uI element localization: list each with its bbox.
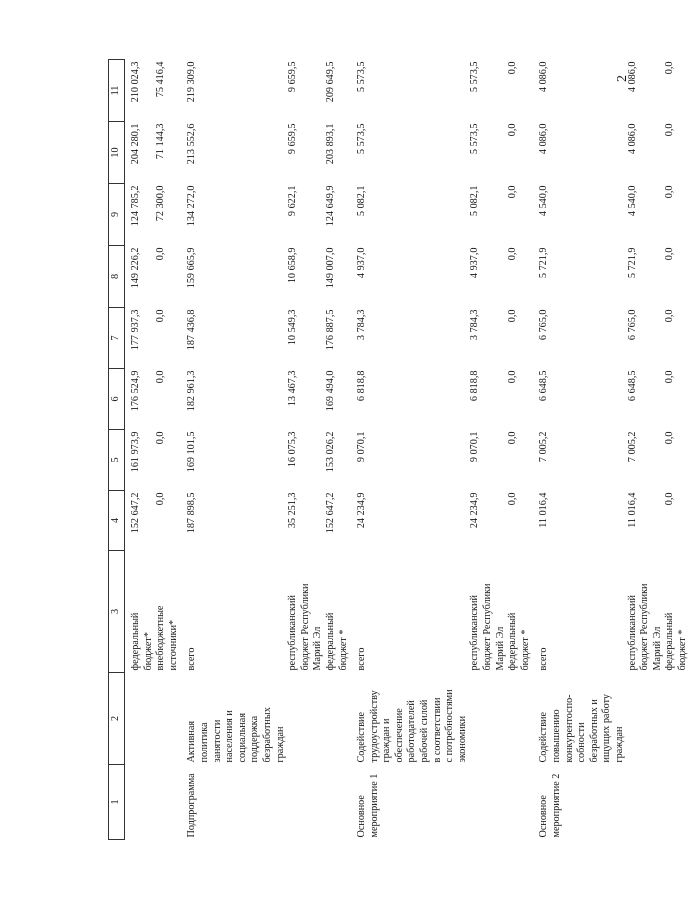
value-cell: 203 893,1 — [324, 123, 336, 165]
value-cell: 149 226,2 — [130, 247, 141, 289]
value-cell: 5 082,1 — [356, 185, 368, 217]
program-description-cell — [180, 673, 287, 765]
value-cell: 0,0 — [155, 309, 167, 323]
value-cell: 0,0 — [507, 309, 519, 323]
table-row — [664, 60, 689, 840]
value-cell: 7 005,2 — [626, 431, 638, 463]
program-description-cell — [532, 673, 626, 765]
value-cell: 152 647,2 — [324, 492, 336, 534]
program-name-cell — [325, 765, 350, 840]
value-cell: 169 101,5 — [186, 431, 198, 473]
program-name-cell — [180, 765, 287, 840]
funding-source-cell-text: федеральный бюджет* — [130, 612, 154, 671]
program-description-cell — [627, 673, 665, 765]
value-cell: 0,0 — [664, 431, 676, 445]
table-row — [325, 60, 350, 840]
value-cell: 124 649,9 — [324, 185, 336, 227]
value-cell: 0,0 — [664, 492, 676, 506]
value-cell: 187 436,8 — [186, 309, 198, 351]
header-cell: 8 — [109, 246, 125, 308]
program-description-cell — [507, 673, 532, 765]
value-cell: 177 937,3 — [130, 309, 141, 351]
funding-source-cell-text: федеральный бюджет * — [324, 612, 349, 671]
header-cell: 1 — [109, 765, 125, 840]
table-row — [350, 60, 469, 840]
value-cell: 5 573,5 — [469, 61, 481, 93]
program-name-cell — [664, 765, 689, 840]
value-cell: 187 898,5 — [186, 492, 198, 534]
value-cell: 5 573,5 — [356, 123, 368, 155]
value-cell: 5 721,9 — [538, 247, 550, 279]
value-cell: 6 648,5 — [538, 370, 550, 402]
value-cell: 6 648,5 — [626, 370, 638, 402]
program-description-cell — [350, 673, 469, 765]
header-cell: 7 — [109, 308, 125, 369]
table-row — [287, 60, 325, 840]
header-cell: 5 — [109, 430, 125, 491]
value-cell: 11 016,4 — [626, 492, 638, 528]
program-name-cell — [125, 765, 156, 840]
header-cell: 10 — [109, 122, 125, 184]
value-cell: 209 649,5 — [324, 61, 336, 103]
value-cell: 0,0 — [155, 247, 167, 261]
value-cell: 176 524,9 — [130, 370, 141, 412]
value-cell: 204 280,1 — [130, 123, 141, 165]
value-cell: 5 721,9 — [626, 247, 638, 279]
value-cell: 153 026,2 — [324, 431, 336, 473]
table-header — [109, 60, 125, 840]
program-description-cell — [287, 673, 325, 765]
header-cell: 6 — [109, 369, 125, 430]
funding-source-cell — [664, 551, 689, 673]
value-cell: 0,0 — [664, 61, 676, 75]
value-cell: 3 784,3 — [469, 309, 481, 341]
value-cell: 9 622,1 — [287, 185, 299, 217]
table-row — [469, 60, 507, 840]
header-cell: 11 — [109, 60, 125, 122]
header-cell: 2 — [109, 673, 125, 765]
value-cell: 0,0 — [507, 185, 519, 199]
value-cell: 182 961,3 — [186, 370, 198, 412]
value-cell: 0,0 — [664, 309, 676, 323]
table-row — [180, 60, 287, 840]
value-cell: 9 070,1 — [469, 431, 481, 463]
funding-source-cell-text: федеральный бюджет * — [507, 612, 531, 671]
table-row — [507, 60, 532, 840]
header-cell: 9 — [109, 184, 125, 246]
funding-source-cell — [325, 551, 350, 673]
value-cell: 0,0 — [664, 185, 676, 199]
funding-source-cell — [532, 551, 626, 673]
value-cell: 0,0 — [664, 247, 676, 261]
program-description-cell — [664, 673, 689, 765]
value-cell: 6 765,0 — [626, 309, 638, 341]
value-cell: 161 973,9 — [130, 431, 141, 473]
value-cell: 3 784,3 — [356, 309, 368, 341]
value-cell: 6 818,8 — [356, 370, 368, 402]
value-cell: 0,0 — [664, 123, 676, 137]
value-cell: 134 272,0 — [186, 185, 198, 227]
value-cell: 4 086,0 — [538, 61, 550, 93]
funding-source-cell-text: федеральный бюджет * — [664, 612, 688, 671]
page-number: 2 — [615, 75, 630, 82]
value-cell: 0,0 — [507, 247, 519, 261]
table-row — [532, 60, 626, 840]
funding-source-cell-text: республиканский бюджет Республики Марий Эл — [469, 583, 506, 671]
value-cell: 0,0 — [155, 370, 167, 384]
header-row — [109, 60, 125, 840]
table-row — [155, 60, 180, 840]
funding-source-cell-text: республиканский бюджет Республики Марий Эл — [626, 583, 663, 671]
value-cell: 149 007,0 — [324, 247, 336, 289]
value-cell: 72 300,0 — [155, 185, 167, 222]
value-cell: 24 234,9 — [356, 492, 368, 529]
value-cell: 0,0 — [507, 123, 519, 137]
program-description-cell-text: Активная политика занятости населения и социальная поддержка безработных граждан — [186, 707, 286, 763]
value-cell: 4 540,0 — [626, 185, 638, 217]
value-cell: 16 075,3 — [287, 431, 299, 468]
value-cell: 0,0 — [155, 492, 167, 506]
value-cell: 35 251,3 — [287, 492, 299, 529]
funding-source-cell-text: республиканский бюджет Республики Марий Эл — [287, 583, 324, 671]
value-cell: 169 494,0 — [324, 370, 336, 412]
rotated-table-container — [108, 60, 688, 840]
program-description-cell — [155, 673, 180, 765]
program-name-cell — [532, 765, 626, 840]
value-cell: 152 647,2 — [130, 492, 141, 534]
value-cell: 5 573,5 — [356, 61, 368, 93]
funding-source-cell — [350, 551, 469, 673]
value-cell: 0,0 — [507, 492, 519, 506]
value-cell: 0,0 — [664, 370, 676, 384]
header-cell: 4 — [109, 491, 125, 551]
value-cell: 213 552,6 — [186, 123, 198, 165]
value-cell: 4 540,0 — [538, 185, 550, 217]
value-cell: 0,0 — [155, 431, 167, 445]
funding-source-cell — [155, 551, 180, 673]
value-cell: 5 082,1 — [469, 185, 481, 217]
value-cell: 13 467,3 — [287, 370, 299, 407]
value-cell: 4 086,0 — [626, 61, 638, 93]
program-name-cell — [155, 765, 180, 840]
program-description-cell-text: Содействие трудоустройству граждан и обеспечение работодателей рабочей силой в соответствии с потребностями экономики — [356, 689, 468, 763]
funding-source-cell — [180, 551, 287, 673]
value-cell: 219 309,0 — [186, 61, 198, 103]
value-cell: 0,0 — [507, 431, 519, 445]
funding-source-cell — [287, 551, 325, 673]
value-cell: 4 937,0 — [469, 247, 481, 279]
funding-source-cell-text: всего — [186, 647, 198, 671]
funding-source-cell-text: всего — [356, 647, 368, 671]
program-description-cell — [469, 673, 507, 765]
value-cell: 4 937,0 — [356, 247, 368, 279]
value-cell: 4 086,0 — [626, 123, 638, 155]
program-description-cell — [125, 673, 156, 765]
value-cell: 176 887,5 — [324, 309, 336, 351]
program-name-cell — [627, 765, 665, 840]
header-cell: 3 — [109, 551, 125, 673]
value-cell: 0,0 — [507, 370, 519, 384]
table-body — [125, 60, 690, 840]
value-cell: 7 005,2 — [538, 431, 550, 463]
value-cell: 24 234,9 — [469, 492, 481, 529]
program-name-cell-text: Подпрограмма — [186, 773, 198, 838]
funding-source-cell — [125, 551, 156, 673]
program-description-cell — [325, 673, 350, 765]
program-name-cell-text: Основное мероприятие 2 — [538, 773, 562, 838]
value-cell: 71 144,3 — [155, 123, 167, 160]
value-cell: 6 765,0 — [538, 309, 550, 341]
value-cell: 4 086,0 — [538, 123, 550, 155]
value-cell: 124 785,2 — [130, 185, 141, 227]
funding-source-cell — [469, 551, 507, 673]
value-cell: 6 818,8 — [469, 370, 481, 402]
value-cell: 0,0 — [507, 61, 519, 75]
value-cell: 10 549,3 — [287, 309, 299, 346]
value-cell: 9 659,5 — [287, 123, 299, 155]
value-cell: 210 024,3 — [130, 61, 141, 103]
program-description-cell-text: Содействие повышению конкурентоспо- собности безработных и ищущих работу граждан — [538, 694, 625, 763]
value-cell: 9 070,1 — [356, 431, 368, 463]
funding-source-cell — [627, 551, 665, 673]
funding-source-cell — [507, 551, 532, 673]
program-name-cell-text: Основное мероприятие 1 — [356, 773, 380, 838]
program-name-cell — [350, 765, 469, 840]
program-name-cell — [287, 765, 325, 840]
funding-source-cell-text: внебюджетные источники* — [155, 605, 179, 671]
table-row — [627, 60, 665, 840]
value-cell: 75 416,4 — [155, 61, 167, 98]
value-cell: 5 573,5 — [469, 123, 481, 155]
program-name-cell — [507, 765, 532, 840]
value-cell: 11 016,4 — [538, 492, 550, 528]
budget-table — [108, 59, 690, 840]
value-cell: 159 665,9 — [186, 247, 198, 289]
program-name-cell — [469, 765, 507, 840]
value-cell: 9 659,5 — [287, 61, 299, 93]
table-row — [125, 60, 156, 840]
value-cell: 10 658,9 — [287, 247, 299, 284]
funding-source-cell-text: всего — [538, 647, 550, 671]
